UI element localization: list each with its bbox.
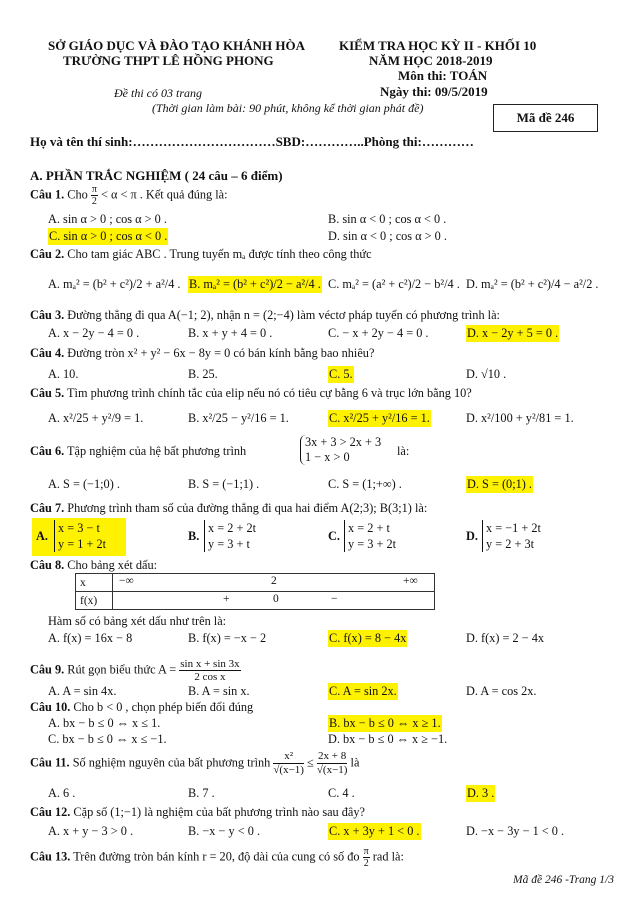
q1-option-b[interactable]: B. sin α < 0 ; cos α < 0 .	[328, 212, 447, 226]
q5-option-c[interactable]: C. x²/25 + y²/16 = 1.	[329, 411, 430, 425]
question-5: Câu 5. Tìm phương trình chính tắc của elip nếu nó có tiêu cự bằng 6 và trục lớn bằng 10?	[30, 386, 472, 400]
q4-option-d[interactable]: D. √10 .	[466, 367, 507, 381]
q2-option-a[interactable]: A. mₐ² = (b² + c²)/2 + a²/4 .	[48, 277, 181, 291]
q3-option-c[interactable]: C. − x + 2y − 4 = 0 .	[328, 326, 429, 340]
question-13: Câu 13. Trên đường tròn bán kính r = 20, độ dài của cung có số đo $\frac{\pi}{2}$ rad là:	[30, 846, 404, 869]
q7-option-a[interactable]: A. x = 3 − t y = 1 + 2t	[32, 518, 126, 556]
question-2: Câu 2. Cho tam giác ABC . Trung tuyến mₐ được tính theo công thức	[30, 247, 372, 261]
sign-table-f-row: + 0 −	[113, 592, 435, 610]
pages-note: Đề thi có 03 trang	[114, 86, 202, 100]
q3-option-a[interactable]: A. x − 2y − 4 = 0 .	[48, 326, 140, 340]
q2-option-b[interactable]: B. mₐ² = (b² + c²)/2 − a²/4 .	[189, 277, 321, 291]
q11-option-c[interactable]: C. 4 .	[328, 786, 355, 800]
question-6: Câu 6. Tập nghiệm của hệ bất phương trình	[30, 444, 247, 458]
q10-option-d[interactable]: D. bx − b ≤ 0 ⇔ x ≥ −1.	[328, 732, 448, 746]
q6-system: 3x + 3 > 2x + 3 1 − x > 0	[300, 435, 381, 465]
q8-option-a[interactable]: A. f(x) = 16x − 8	[48, 631, 133, 645]
q10-option-c[interactable]: C. bx − b ≤ 0 ⇔ x ≤ −1.	[48, 732, 167, 746]
q8-option-d[interactable]: D. f(x) = 2 − 4x	[466, 631, 545, 645]
q12-option-a[interactable]: A. x + y − 3 > 0 .	[48, 824, 134, 838]
time-note: (Thời gian làm bài: 90 phút, không kể thời gian phát đề)	[152, 101, 424, 115]
q1-option-d[interactable]: D. sin α < 0 ; cos α > 0 .	[328, 229, 447, 243]
question-1: Câu 1. Cho $\frac{\pi}{2}$ < α < π . Kết quả đúng là:	[30, 184, 228, 207]
q11-option-d[interactable]: D. 3 .	[467, 786, 495, 800]
q11-option-b[interactable]: B. 7 .	[188, 786, 215, 800]
exam-date: Ngày thi: 09/5/2019	[380, 84, 488, 99]
question-7: Câu 7. Phương trình tham số của đường thẳng đi qua hai điểm A(2;3); B(3;1) là:	[30, 501, 428, 515]
q10-option-b[interactable]: B. bx − b ≤ 0 ⇔ x ≥ 1.	[329, 716, 441, 730]
q12-option-c[interactable]: C. x + 3y + 1 < 0 .	[329, 824, 420, 838]
dept-name: SỞ GIÁO DỤC VÀ ĐÀO TẠO KHÁNH HÒA	[48, 38, 306, 53]
exam-code-box: Mã đề 246	[493, 104, 598, 132]
exam-title: KIỂM TRA HỌC KỲ II - KHỐI 10	[339, 38, 537, 53]
q1-option-c[interactable]: C. sin α > 0 ; cos α < 0 .	[49, 229, 168, 243]
q9-option-d[interactable]: D. A = cos 2x.	[466, 684, 537, 698]
school-name: TRƯỜNG THPT LÊ HỒNG PHONG	[63, 53, 274, 68]
q12-option-d[interactable]: D. −x − 3y − 1 < 0 .	[466, 824, 565, 838]
q8-option-b[interactable]: B. f(x) = −x − 2	[188, 631, 267, 645]
q5-option-a[interactable]: A. x²/25 + y²/9 = 1.	[48, 411, 144, 425]
q4-option-b[interactable]: B. 25.	[188, 367, 218, 381]
question-8: Câu 8. Cho bảng xét dấu:	[30, 558, 158, 572]
question-3: Câu 3. Đường thẳng đi qua A(−1; 2), nhận n = (2;−4) làm véctơ pháp tuyến có phương trình là:	[30, 308, 500, 322]
q10-option-a[interactable]: A. bx − b ≤ 0 ⇔ x ≤ 1.	[48, 716, 161, 730]
question-11: Câu 11. Số nghiệm nguyên của bất phương trình $\frac{\text{x²}}{√(x-1)}$ ≤ $\frac{2x + 8}{√(x-1)}$ là	[30, 750, 360, 776]
q4-option-c[interactable]: C. 5.	[329, 367, 353, 381]
q11-option-a[interactable]: A. 6 .	[48, 786, 76, 800]
q9-option-a[interactable]: A. A = sin 4x.	[48, 684, 117, 698]
q2-option-c[interactable]: C. mₐ² = (a² + c²)/2 − b²/4 .	[328, 277, 460, 291]
q2-option-d[interactable]: D. mₐ² = (b² + c²)/4 − a²/2 .	[466, 277, 599, 291]
q4-option-a[interactable]: A. 10.	[48, 367, 79, 381]
candidate-line: Họ và tên thí sinh:……………………………SBD:…………..Phòng thi:…………	[30, 134, 474, 149]
question-4: Câu 4. Đường tròn x² + y² − 6x − 8y = 0 có bán kính bằng bao nhiêu?	[30, 346, 375, 360]
q6-option-a[interactable]: A. S = (−1;0) .	[48, 477, 120, 491]
q5-option-d[interactable]: D. x²/100 + y²/81 = 1.	[466, 411, 574, 425]
q6-option-c[interactable]: C. S = (1;+∞) .	[328, 477, 402, 491]
question-12: Câu 12. Cặp số (1;−1) là nghiệm của bất phương trình nào sau đây?	[30, 805, 365, 819]
q6-stem-end: là:	[397, 444, 410, 458]
q5-option-b[interactable]: B. x²/25 − y²/16 = 1.	[188, 411, 289, 425]
q12-option-b[interactable]: B. −x − y < 0 .	[188, 824, 261, 838]
school-year: NĂM HỌC 2018-2019	[369, 53, 493, 68]
subject: Môn thi: TOÁN	[398, 68, 488, 83]
q9-option-c[interactable]: C. A = sin 2x.	[329, 684, 397, 698]
q6-option-d[interactable]: D. S = (0;1) .	[467, 477, 533, 491]
q6-option-b[interactable]: B. S = (−1;1) .	[188, 477, 260, 491]
question-10: Câu 10. Cho b < 0 , chọn phép biến đổi đúng	[30, 700, 254, 714]
q3-option-b[interactable]: B. x + y + 4 = 0 .	[188, 326, 273, 340]
q1-option-a[interactable]: A. sin α > 0 ; cos α > 0 .	[48, 212, 167, 226]
q3-option-d[interactable]: D. x − 2y + 5 = 0 .	[467, 326, 559, 340]
question-9: Câu 9. Rút gọn biểu thức A = $\frac{\text{sin x + sin 3x}}{\text{2 cos x}}$	[30, 658, 240, 683]
page-footer: Mã đề 246 -Trang 1/3	[513, 874, 614, 886]
q8-ask: Hàm số có bảng xét dấu như trên là:	[48, 614, 227, 628]
section-title: A. PHẦN TRẮC NGHIỆM ( 24 câu – 6 điểm)	[30, 168, 283, 183]
sign-table-f-label: f(x)	[76, 592, 113, 610]
q8-option-c[interactable]: C. f(x) = 8 − 4x	[329, 631, 407, 645]
q9-option-b[interactable]: B. A = sin x.	[188, 684, 250, 698]
sign-table-x-label: x	[76, 574, 113, 592]
sign-table	[75, 573, 435, 610]
sign-table-x-row: −∞ 2 +∞	[113, 574, 435, 592]
